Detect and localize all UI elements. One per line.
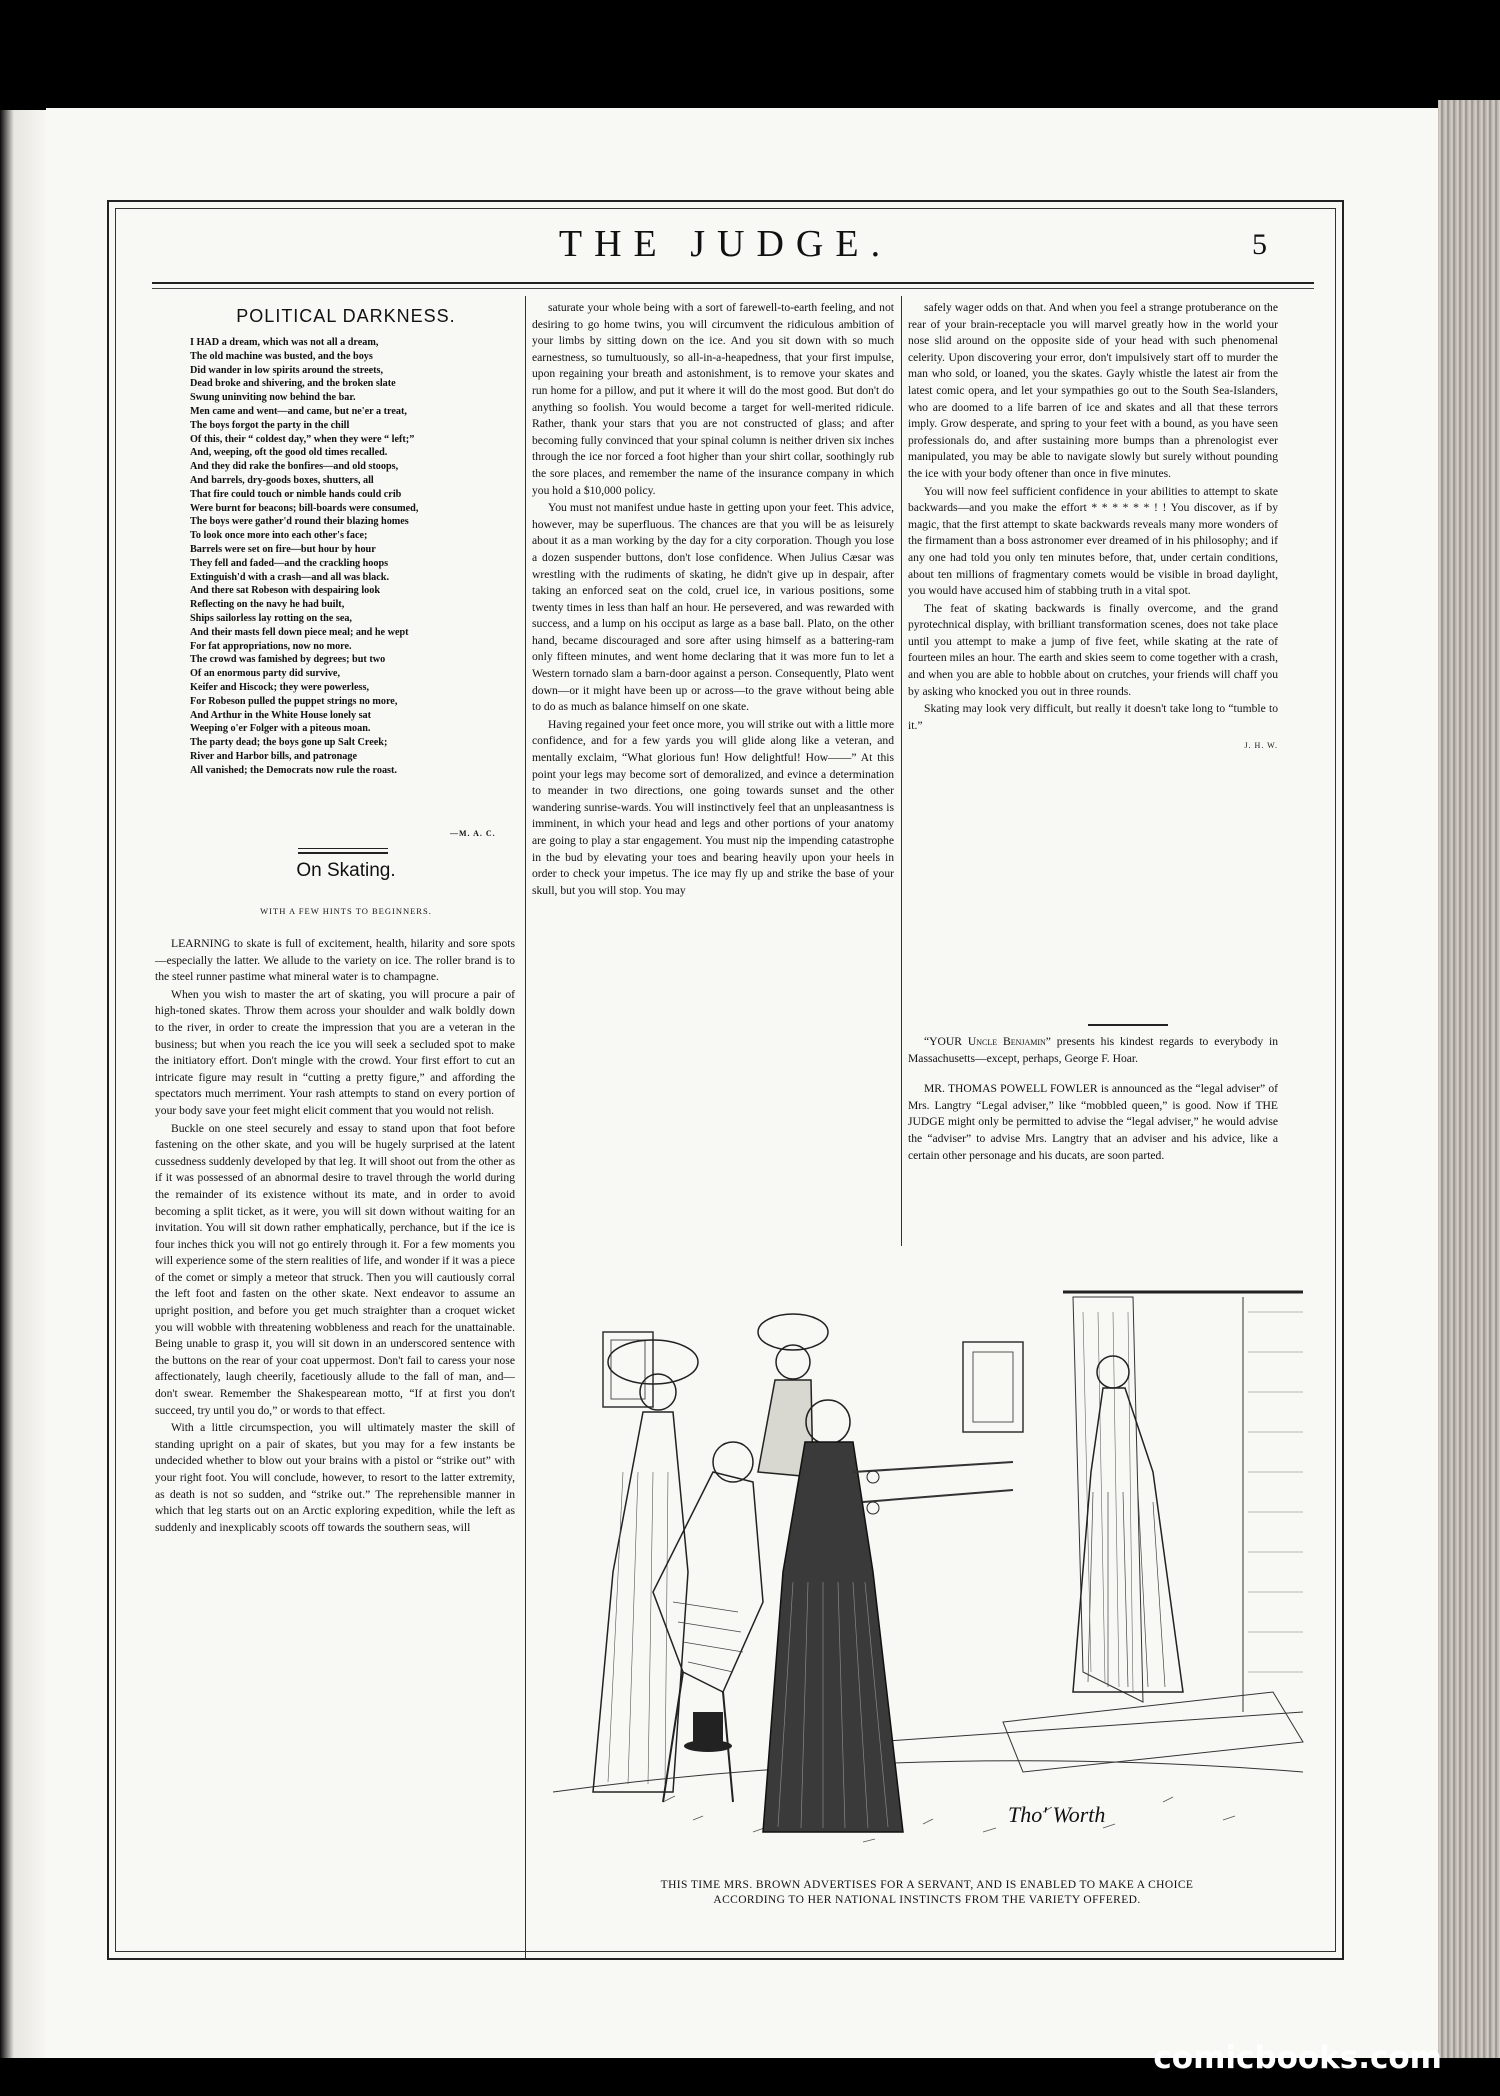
poem-line: Reflecting on the navy he had built, — [190, 599, 345, 611]
poem-line: The boys forgot the party in the chill — [190, 419, 350, 431]
column-separator-1 — [525, 296, 526, 1958]
decorative-rule — [298, 848, 388, 849]
paragraph-text: to skate is full of excitement, health, hilarity and sore spots—especially the latter. We allude to the variety on ice. The roller brand is to the steel runner pastime what mineral water is to champagne. — [155, 937, 515, 984]
poem-line: Barrels were set on fire—but hour by hour — [190, 543, 376, 555]
brief-text: is announced as the “legal adviser” of Mrs. Langtry “Legal adviser,” like “mobbled queen,” is good. Now if THE JUDGE might only be permitted to advise the “legal adviser,” he would advise the “adviser” to advise Mrs. Langtry that an adviser and his advice, like a certain other personage and his ducats, are soon parted. — [908, 1082, 1278, 1162]
article-title: On Skating. — [296, 860, 396, 881]
article-column-3 — [908, 300, 1278, 1012]
poem-signature: —M. A. C. — [450, 829, 496, 838]
page-number: 5 — [1252, 228, 1267, 261]
brief-lead: MR. THOMAS POWELL FOWLER — [924, 1082, 1098, 1096]
poem-body — [190, 336, 508, 778]
article-paragraph: When you wish to master the art of skating, you will procure a pair of high-toned skates. Throw them across your shoulder and walk boldly down to the river, in order to create the impression that you are a veteran in the business; but when you reach the ice you will seek a secluded spot to make the initiatory effort. Don't mingle with the crowd. Your first effort to cut an intricate figure may result in “cutting a pretty figure,” and affording the spectators much merriment. Your rash attempts to stand on every portion of your body save your feet might elicit comment that you would not relish. — [155, 987, 515, 1117]
illustration-drawing — [543, 1272, 1311, 1872]
poem-line: Weeping o'er Folger with a piteous moan. — [190, 723, 371, 735]
poem-line: All vanished; the Democrats now rule the roast. — [190, 764, 397, 776]
scan-background-top — [0, 0, 1500, 108]
poem-line: The crowd was famished by degrees; but two — [190, 654, 386, 666]
poem-line: Of an enormous party did survive, — [190, 668, 340, 680]
poem-line: They fell and faded—and the crackling hoops — [190, 557, 389, 569]
poem-line: That fire could touch or nimble hands could crib — [190, 488, 402, 500]
poem-line: Did wander in low spirits around the streets, — [190, 364, 384, 376]
poem-line: For Robeson pulled the puppet strings no more, — [190, 695, 398, 707]
article-signature: J. H. W. — [1244, 741, 1278, 751]
watermark: comicbooks.com — [1153, 2040, 1442, 2076]
poem-line: The old machine was busted, and the boys — [190, 350, 373, 362]
poem-line: Dead broke and shivering, and the broken slate — [190, 378, 396, 390]
lead-word: LEARNING — [171, 937, 231, 950]
decorative-rule — [298, 852, 388, 854]
article-paragraph: Having regained your feet once more, you will strike out with a little more confidence, and for a few yards you will glide along like a veteran, and mentally exclaim, “What glorious fun! How delightful! How——” At this point your legs may become sort of demoralized, and evince a determination to meander in two directions, one going towards sunset and the other wandering sunrise-wards. You will instinctively feel that an unpleasantness is imminent, in which your head and legs and other portions of your anatomy are going to play a star engagement. You must nip the impending catastrophe in the bud by elevating your toes and bearing heavily upon your heels in order to check your impetus. The ice may fly up and strike the base of your skull, but you will stop. You may — [532, 717, 894, 897]
header-rule — [152, 282, 1314, 284]
caption-line-1: THIS TIME MRS. BROWN ADVERTISES FOR A SERVANT, AND IS ENABLED TO MAKE A CHOICE — [660, 1879, 1194, 1891]
brief-notes — [908, 1034, 1278, 1246]
poem-line: Extinguish'd with a crash—and all was black. — [190, 571, 389, 583]
poem-line: And they did rake the bonfires—and old stoops, — [190, 461, 399, 473]
poem-line: And their masts fell down piece meal; and he wept — [190, 626, 409, 638]
artist-signature: Tho' Worth — [1008, 1802, 1106, 1827]
poem-line: The party dead; the boys gone up Salt Creek; — [190, 737, 388, 749]
book-spine-edge — [1438, 100, 1500, 2060]
brief-paragraph — [908, 1081, 1278, 1164]
article-paragraph: With a little circumspection, you will ultimately master the skill of standing upright on a pair of skates, but you may for a few instants be undecided whether to blow out your brains with a pistol or “strike out” with your right foot. You will conclude, however, to resort to the latter extremity, as death is not so sudden, and “strike out.” The reprehensible manner in which that leg starts out on an Arctic exploring expedition, while the left as suddenly and inexplicably scoots off towards the southern seas, will — [155, 1421, 515, 1534]
column-separator-2 — [901, 296, 902, 1246]
poem-line: Of this, their “ coldest day,” when they were “ left;” — [190, 433, 415, 445]
poem-line: For fat appropriations, now no more. — [190, 640, 352, 652]
article-paragraph: Buckle on one steel securely and essay to stand upon that foot before fastening on the other skate, and you will be hugely surprised at the latent cussedness suddenly developed by that leg. It will shoot out from the other as if it was possessed of an abnormal desire to travel through the world during the remainder of its existence without its mate, and in order to avoid becoming a split ticket, as it were, you will sit down without waiting for an invitation. You will sit down rather emphatically, perchance, but if the ice is four inches thick you will not go entirely through it. For a few moments you will experience some of the stern realities of life, and wonder if it was a piece of the comet or simply a meteor that struck. Then you will cautiously corral the left foot and fasten on the other skate. Next endeavor to assume an upright position, and before you get much straighter than a croquet wicket you will wobble with threatening wobbleness and reach for the unattainable. Being unable to grasp it, you will sit down in an underscored sentence with the buttons on the rear of your coat uppermost. Don't fail to caress your nose affectionately, laugh cheerily, facetiously allude to the fall of man, and—don't swear. Remember the Shakespearean motto, “If at first you don't succeed, try until you do,” or words to that effect. — [155, 1121, 515, 1417]
poem-title: POLITICAL DARKNESS. — [236, 306, 456, 326]
brief-paragraph — [908, 1034, 1278, 1067]
poem-line: Were burnt for beacons; bill-boards were consumed, — [190, 502, 419, 514]
poem-line: And Arthur in the White House lonely sat — [190, 709, 372, 721]
poem-line: River and Harbor bills, and patronage — [190, 750, 357, 762]
poem-line: I HAD a dream, which was not all a dream, — [190, 337, 379, 348]
article-paragraph: You will now feel sufficient confidence in your abilities to attempt to skate backwards—and you make the effort * * * * * * ! ! You discover, as if by magic, that the first attempt to skate backwards reveals many more wonders of the firmament than a boss astronomer ever dreamed of in his philosophy; and if any one had told you only ten minutes before, that, under certain conditions, about ten millions of fragmentary comets would be visible in broad daylight, you would have accused him of stabbing truth in a vital spot. — [908, 484, 1278, 598]
article-paragraph: The feat of skating backwards is finally overcome, and the grand pyrotechnical display, with brilliant transformation scenes, does not take place until you attempt to make a jump of five feet, while skating at the rate of fourteen miles an hour. The earth and skies seem to come together with a crash, and when you are able to hobble about on crutches, your friends will chaff you by asking who knocked you out in three rounds. — [908, 601, 1278, 698]
header-rule-thin — [152, 288, 1314, 289]
poem-line: And barrels, dry-goods boxes, shutters, all — [190, 474, 374, 486]
article-subtitle: WITH A FEW HINTS TO BEGINNERS. — [260, 906, 432, 916]
poem-line: The boys were gather'd round their blazing homes — [190, 516, 409, 528]
article-paragraph: safely wager odds on that. And when you feel a strange protuberance on the rear of your brain-receptacle you will marvel greatly how in the world your nose slid around on the opposite side of your head with such phenomenal celerity. Upon discovering your error, don't impulsively start off to murder the man who sold, or loaned, you the skates. Gayly whistle the latest air from the latest comic opera, and let your sympathies go out to the South Sea-Islanders, who are doomed to a life barren of ice and skates and all that these terrors imply. Grow desperate, and spring to your feet with a bound, as you have seen professionals do, and after sustaining more bumps than a phrenologist ever manipulated, you may be able to navigate slowly but surely without pounding the ice with your body oftener than once in five minutes. — [908, 301, 1278, 480]
poem-line: Keifer and Hiscock; they were powerless, — [190, 681, 370, 693]
article-paragraph: Skating may look very difficult, but really it doesn't take long to “tumble to it.” — [908, 702, 1278, 732]
masthead: THE JUDGE. — [558, 223, 893, 265]
article-paragraph: saturate your whole being with a sort of farewell-to-earth feeling, and not desiring to go home twins, you will circumvent the ridiculous ambition of your limbs by sitting down on the ice. And you sit down with so much earnestness, so tumultuously, so all-in-a-heapedness, that your first impulse, upon regaining your breath and astonishment, is to remove your skates and run home for a pillow, and put it where it will do the most good. But don't do anything so foolish. You would become a target for well-merited ridicule. Rather, thank your stars that you are not constructed of glass; and after becoming fully convinced that your spinal column is neither driven six inches through the ice nor forced a foot higher than your shirt collar, soothingly rub the sore places, and remember the name of the insurance company in which you hold a $10,000 policy. — [532, 301, 894, 497]
cartoon-illustration — [543, 1272, 1311, 1872]
caption-line-2: ACCORDING TO HER NATIONAL INSTINCTS FROM THE VARIETY OFFERED. — [713, 1894, 1141, 1906]
article-paragraph — [155, 936, 515, 986]
decorative-rule — [1088, 1024, 1168, 1026]
poem-line: Men came and went—and came, but ne'er a treat, — [190, 405, 407, 417]
poem-line: And there sat Robeson with despairing look — [190, 585, 381, 597]
poem-line: Swung uninviting now behind the bar. — [190, 392, 356, 404]
left-page-edge — [0, 110, 46, 2085]
poem-line: And, weeping, oft the good old times recalled. — [190, 447, 388, 459]
article-column-1 — [155, 936, 515, 1956]
poem-line: To look once more into each other's face; — [190, 530, 368, 542]
poem-line: Ships sailorless lay rotting on the sea, — [190, 612, 352, 624]
brief-text: presents his kindest regards to everybody in Massachusetts—except, perhaps, George F. Hoar. — [908, 1035, 1278, 1065]
illustration-caption — [543, 1878, 1311, 1908]
article-paragraph: You must not manifest undue haste in getting upon your feet. This advice, however, may be superfluous. The chances are that you will be as leisurely about it as a man working by the day for a city corporation. Though you lose a dozen suspender buttons, don't lose confidence. When Julius Cæsar was wrestling with the rudiments of skating, he didn't give up in despair, after taking an enforced seat on the cold, cruel ice, in various positions, some twenty times in less than half an hour. He persevered, and was rewarded with success, and a lump on his occiput as large as a base ball. Plato, on the other hand, became discouraged and sore after using himself as a battering-ram only fifteen minutes, and went home declaring that it was more fun to let a Western tornado slam a barn-door against a person. Consequently, Plato went down—or it might have been up or across—to the grave without being able to do as much as balance himself on one skate. — [532, 501, 894, 714]
brief-lead: “YOUR Uncle Benjamin” — [924, 1035, 1051, 1048]
article-column-2 — [532, 300, 894, 1246]
